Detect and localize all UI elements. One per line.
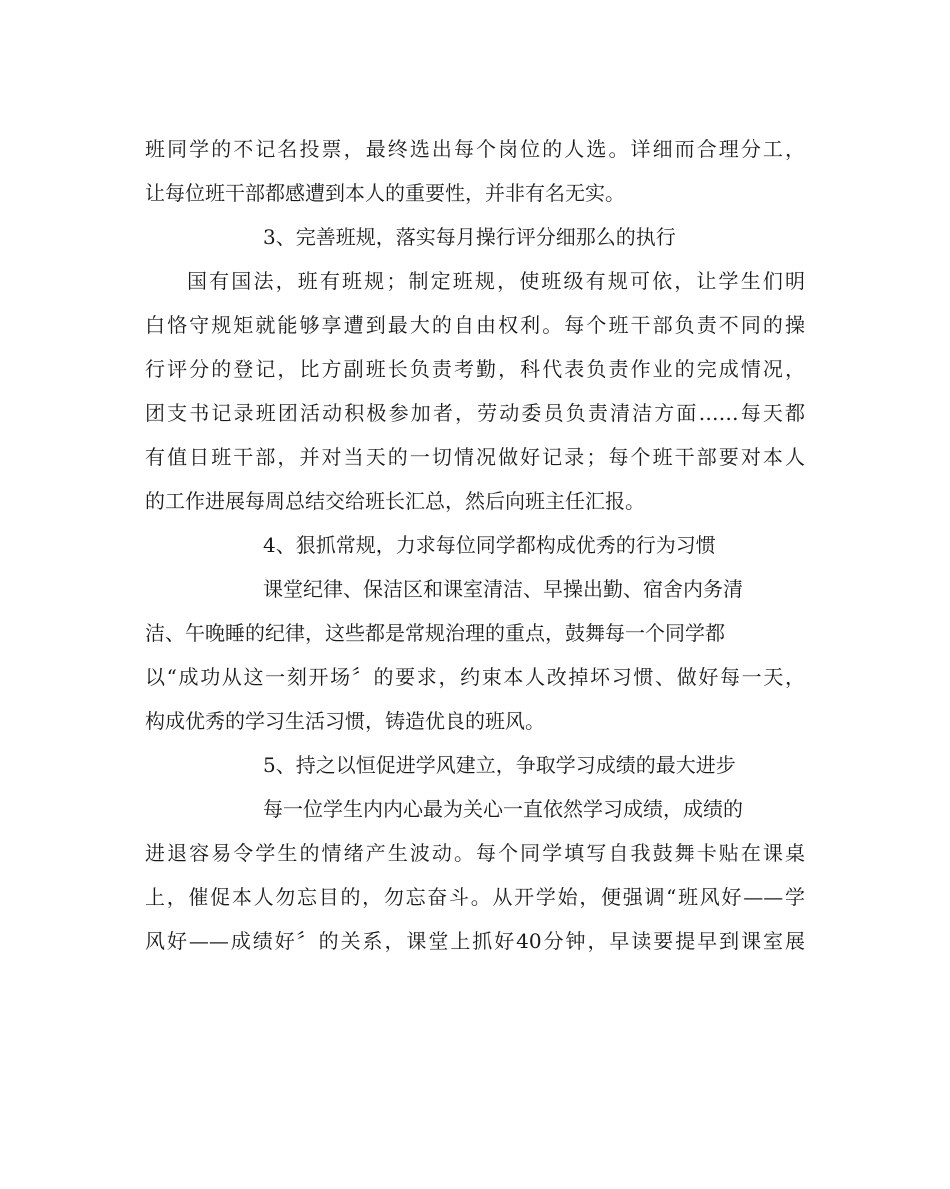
section-heading-5: 5、持之以恒促进学风建立，争取学习成绩的最大进步 bbox=[263, 753, 736, 777]
text-line-18: 上，催促本人勿忘目的，勿忘奋斗。从开学始，便强调“班风好——学 bbox=[145, 885, 805, 909]
text-line-1: 班同学的不记名投票，最终选出每个岗位的人选。详细而合理分工， bbox=[145, 137, 805, 161]
text-line-8: 有值日班干部，并对当天的一切情况做好记录；每个班干部要对本人 bbox=[145, 445, 805, 469]
section-heading-4: 4、狠抓常规，力求每位同学都构成优秀的行为习惯 bbox=[263, 533, 716, 557]
text-line-9: 的工作进展每周总结交给班长汇总，然后向班主任汇报。 bbox=[145, 489, 645, 513]
text-line-19: 风好——成绩好〞的关系，课堂上抓好40分钟，早读要提早到课室展 bbox=[145, 929, 805, 953]
text-line-11: 课堂纪律、保洁区和课室清洁、早操出勤、宿舍内务清 bbox=[263, 577, 743, 601]
text-line-5: 白恪守规矩就能够享遭到最大的自由权利。每个班干部负责不同的操 bbox=[145, 313, 805, 337]
text-line-2: 让每位班干部都感遭到本人的重要性，并非有名无实。 bbox=[145, 181, 625, 205]
text-line-16: 每一位学生内内心最为关心一直依然学习成绩，成绩的 bbox=[263, 797, 743, 821]
text-line-12: 洁、午晚睡的纪律，这些都是常规治理的重点，鼓舞每一个同学都 bbox=[145, 621, 725, 645]
text-line-13: 以“成功从这一刻开场〞的要求，约束本人改掉坏习惯、做好每一天， bbox=[145, 665, 805, 689]
text-line-4: 国有国法，班有班规；制定班规，使班级有规可依，让学生们明 bbox=[187, 269, 805, 293]
document-body bbox=[145, 127, 805, 963]
section-heading-3: 3、完善班规，落实每月操行评分细那么的执行 bbox=[263, 225, 676, 249]
text-line-7: 团支书记录班团活动积极参加者，劳动委员负责清洁方面……每天都 bbox=[145, 401, 805, 425]
text-line-6: 行评分的登记，比方副班长负责考勤，科代表负责作业的完成情况， bbox=[145, 357, 805, 381]
text-line-14: 构成优秀的学习生活习惯，铸造优良的班风。 bbox=[145, 709, 545, 733]
text-line-17: 进退容易令学生的情绪产生波动。每个同学填写自我鼓舞卡贴在课桌 bbox=[145, 841, 805, 865]
